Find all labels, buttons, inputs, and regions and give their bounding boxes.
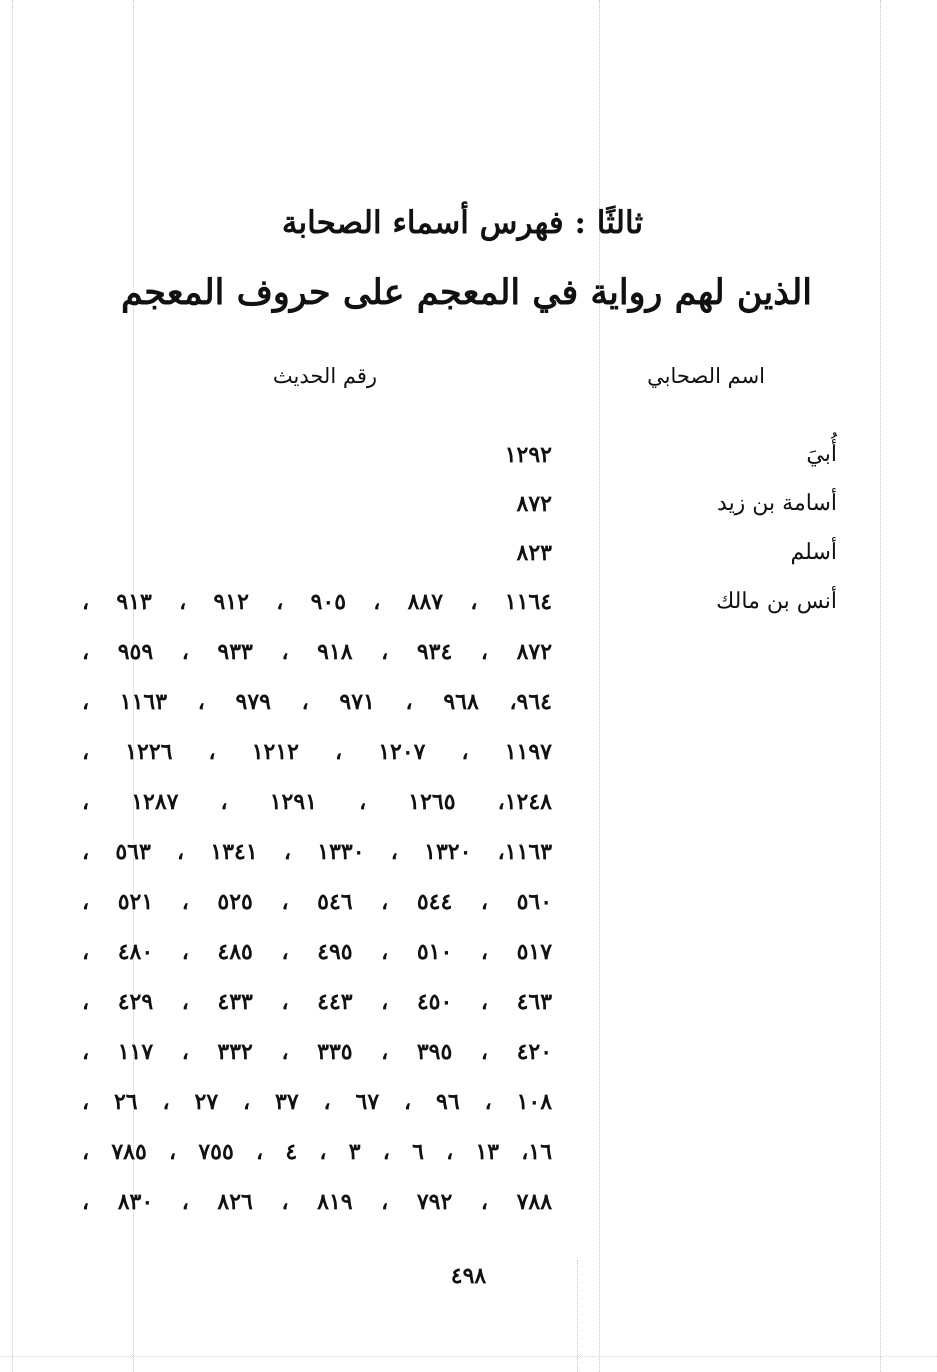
hadith-numbers: ١٢٩٢ [504, 442, 552, 468]
companion-name: أنس بن مالك [716, 589, 837, 614]
hadith-numbers: ٤٢٠ ، ٣٩٥ ، ٣٣٥ ، ٣٣٢ ، ١١٧ ، [82, 1039, 553, 1065]
scan-guide-line [0, 1356, 937, 1357]
companion-name: أسامة بن زيد [717, 491, 837, 516]
hadith-numbers: ١١٩٧ ، ١٢٠٧ ، ١٢١٢ ، ١٢٢٦ ، [82, 739, 552, 765]
table-row [0, 889, 937, 929]
hadith-numbers: ٥٦٠ ، ٥٤٤ ، ٥٤٦ ، ٥٢٥ ، ٥٢١ ، [82, 889, 553, 915]
hadith-numbers: ١١٦٣، ١٣٢٠ ، ١٣٣٠ ، ١٣٤١ ، ٥٦٣ ، [82, 839, 553, 865]
table-row [0, 689, 937, 729]
hadith-numbers: ١٠٨ ، ٩٦ ، ٦٧ ، ٣٧ ، ٢٧ ، ٢٦ ، [82, 1089, 553, 1115]
hadith-numbers: ١٦، ١٣ ، ٦ ، ٣ ، ٤ ، ٧٥٥ ، ٧٨٥ ، [82, 1139, 553, 1165]
table-row [0, 989, 937, 1029]
table-row [0, 491, 937, 531]
table-row [0, 839, 937, 879]
table-row [0, 739, 937, 779]
table-row [0, 1189, 937, 1229]
hadith-numbers: ٨٧٢ [516, 491, 552, 517]
hadith-numbers: ٨٧٢ ، ٩٣٤ ، ٩١٨ ، ٩٣٣ ، ٩٥٩ ، [82, 639, 553, 665]
page-number: ٤٩٨ [450, 1263, 487, 1289]
hadith-numbers: ٤٦٣ ، ٤٥٠ ، ٤٤٣ ، ٤٣٣ ، ٤٢٩ ، [82, 989, 553, 1015]
table-row [0, 1089, 937, 1129]
table-row [0, 1039, 937, 1079]
hadith-numbers: ٥١٧ ، ٥١٠ ، ٤٩٥ ، ٤٨٥ ، ٤٨٠ ، [82, 939, 553, 965]
hadith-numbers: ٩٦٤، ٩٦٨ ، ٩٧١ ، ٩٧٩ ، ١١٦٣ ، [82, 689, 552, 715]
table-row [0, 939, 937, 979]
table-row [0, 639, 937, 679]
table-row [0, 789, 937, 829]
column-header-hadith-number: رقم الحديث [272, 364, 377, 388]
companion-name: أُبيَ [806, 442, 837, 467]
table-row [0, 1139, 937, 1179]
column-header-name: اسم الصحابي [647, 364, 765, 388]
page-subtitle: الذين لهم رواية في المعجم على حروف المعجم [120, 272, 813, 313]
table-row [0, 540, 937, 580]
hadith-numbers: ١١٦٤ ، ٨٨٧ ، ٩٠٥ ، ٩١٢ ، ٩١٣ ، [82, 589, 553, 615]
table-row [0, 442, 937, 482]
hadith-numbers: ١٢٤٨، ١٢٦٥ ، ١٢٩١ ، ١٢٨٧ ، [82, 789, 552, 815]
hadith-numbers: ٧٨٨ ، ٧٩٢ ، ٨١٩ ، ٨٢٦ ، ٨٣٠ ، [82, 1189, 553, 1215]
companion-name: أسلم [790, 540, 837, 565]
table-row [0, 589, 937, 629]
hadith-numbers: ٨٢٣ [516, 540, 552, 566]
page-title: ثالثًا : فهرس أسماء الصحابة [281, 205, 644, 241]
